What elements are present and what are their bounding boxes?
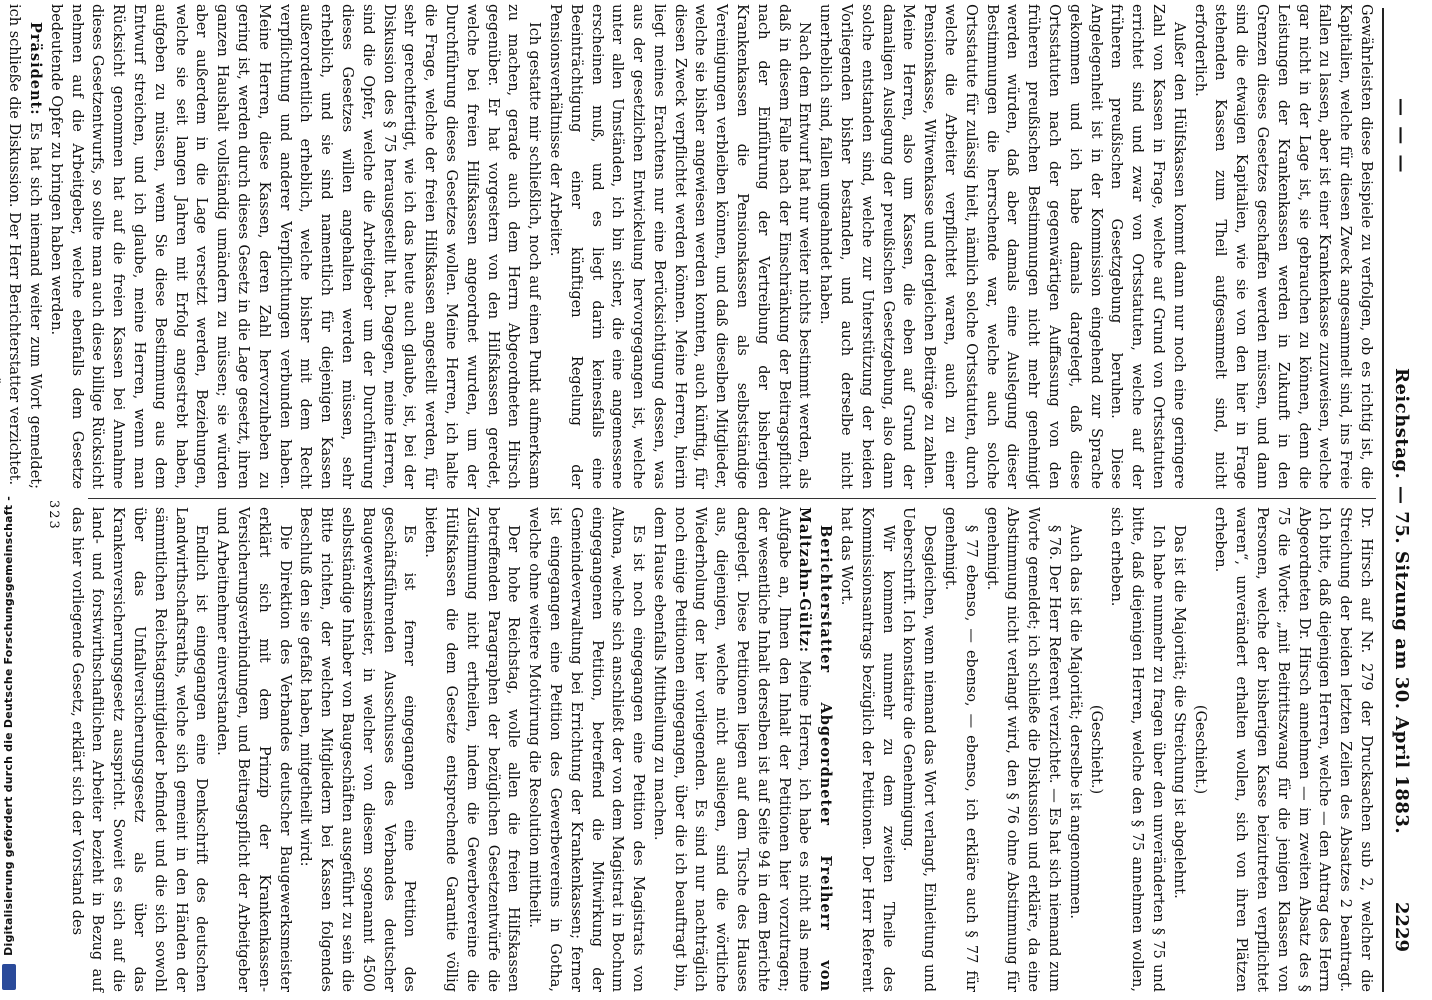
paragraph: Wir kommen nunmehr zu dem zweiten Theile des Kommissionsantrags bezüglich der Petitionen. Der Herr Referent hat das Wort. (838, 507, 896, 992)
paragraph: Außer den Hülfskassen kommt dann nur noch eine geringere Zahl von Kassen in Frage, welche auf Grund von Ortsstatuten errichtet sind und zwar von Ortsstatuten, welche auf der früheren preußischen Gesetzgebung beruhen. Diese Angelegenheit ist in der Kommission eingehend zur Sprache gekommen und ich habe damals dargelegt, daß diese Ortsstatuten nach der gegenwärtigen Auffassung von den früheren preußischen Bestimmungen nicht mehr genehmigt werden würden, daß aber damals eine Auslegung dieser Bestimmungen die herrschende war, welche auch solche Ortsstatute für zulässig hielt, nämlich solche Ortsstatuten, durch welche die Arbeiter verpflichtet waren, auch zu einer Pensionskasse, Witwenkasse und dergleichen Beiträge zu zahlen. Meine Herren, also um Kassen, die eben auf Grund der damaligen Auslegung der preußischen Gesetzgebung, also dann solche entstanden sind, welche zur Unterstützung der beiden Vorliegenden bisher bestanden, und auch derselbe nicht unerheblich sind, fallen ungeahndet haben. (817, 4, 1187, 489)
paragraph: Desgleichen, wenn niemand das Wort verlangt, Einleitung und Ueberschrift. Ich konstatire die Genehmigung. (900, 507, 938, 992)
paragraph (0, 4, 3, 489)
paragraph: Ich habe nunmehr zu fragen über den unveränderten § 75 und bitte, daß diejenigen Herren, welche den § 75 annehmen wollen, sich erheben. (1108, 507, 1167, 992)
speaker-label: Präsident: (27, 22, 44, 116)
page-number: 2229 (1391, 901, 1412, 952)
paragraph: § 77 ebenso, — ebenso, — ebenso, ich erkläre auch § 77 für genehmigt. (942, 507, 979, 992)
paragraph: Das ist die Majorität; die Streichung ist abgelehnt. (1170, 525, 1187, 899)
paragraph: § 76. Der Herr Referent verzichtet. — Es hat sich niemand zum Worte gemeldet; ich schließe die Diskussion und erkläre, da eine Abstimmung nicht verlangt wird, den § 76 ohne Abstimmung für genehmigt. (983, 507, 1063, 992)
dfg-logo-icon (2, 964, 16, 990)
paragraph: Gewährleisten diese Beispiele zu verfolgen, ob es richtig ist, die Kapitalien, welche für diesen Zweck angesammelt sind, ins Freie fallen zu lassen, aber ist einer Krankenkasse zuzuweisen, welche gar nicht in der Lage ist, sie gebrauchen zu können, denn die Leistungen der Krankenkassen werden in Zukunft in den Grenzen dieses Gesetzes geschaffen werden müssen, und dann sind die etwaigen Kapitalien, wie sie von den hier in Frage stehenden Kassen zum Theil aufgesammelt sind, nicht erforderlich. (1191, 4, 1374, 489)
signature-mark: 323 (46, 500, 61, 531)
president-statement (3, 4, 45, 489)
paragraph: Dr. Hirsch auf Nr. 279 der Drucksachen sub 2, welcher die Streichung der beiden letzten Zeilen des Absatzes 2 beantragt. Ich bitte, daß diejenigen Herren, welche — den Antrag des Herrn Abgeordneten Dr. Hirsch annehmen — im zweiten Absatz des § 75 die Worte: „mit Beitrittszwang für die jenigen Klassen von Personen, welche der bisherigen Kasse beizutreten verpflichtet waren“, unverändert erhalten wollen, sich von ihren Plätzen erheben. (1212, 507, 1374, 992)
right-column (68, 507, 1376, 992)
left-column (6, 4, 1376, 489)
heckling: (Geschieht.) (1191, 704, 1208, 795)
column-divider (88, 498, 1376, 499)
paragraph: Es ist noch eingegangen eine Petition des Magistrats von Altona, welche sich anschließt der von dem Magistrat in Bochum eingegangenen Petition, betreffend die Mitwirkung der Gemeindeverwaltung bei Errichtung der Krankenkassen; ferner ist eingegangen eine Petition des Gewerbevereins in Gotha, welche ohne weitere Motivirung die Resolution mittheilt. (526, 507, 647, 992)
speaker-text: Meine Herren, ich habe es nicht als meine Aufgabe an, Ihnen den Inhalt der Petitionen hier vorzutragen; der wesentliche Inhalt derselben ist auf Seite 94 in dem Berichte dargelegt. Diese Petitionen liegen auf dem Tische des Hauses aus, diejenigen, welche nicht ausliegen, sind die wörtliche Wiederholung der hier vorliegenden. Es sind nur nachträglich noch einige Petitionen eingegangen, über die ich beauftragt bin, dem Hause ebenfalls Mittheilung zu machen. (650, 507, 813, 992)
paragraph: Ich gestatte mir schließlich, noch auf einen Punkt aufmerksam zu machen, gerade auch dem Herrn Abgeordneten Hirsch gegenüber. Er hat vorgestern von den Hilfskassen geredet, welche bei freien Hilfskassen angeordnet wurden, um der Durchführung dieses Gesetzes wollen. Meine Herren, ich halte die Frage, welche der freien Hilfskassen angestellt werden, für sehr gerechtfertigt, wie ich das heute auch glaube, ist, bei der Diskussion des § 75 herausgestellt hat. Dagegen, meine Herren, sind die Opfer, welche die Arbeitgeber um der Durchführung dieses Gesetzes willen angehalten werden müssen, sehr erheblich, und sie sind namentlich für diejenigen Kassen außerordentlich erheblich, welche bisher mit dem Recht verpflichtung und anderer Verpflichtungen verbunden haben. Meine Herren, diese Kassen, deren Zahl hervorzuheben zu gering ist, werden durch dieses Gesetz in die Lage gesetzt, ihren ganzen Haushalt vollständig umändern zu müssen; sie würden aber außerdem in die Lage versetzt werden, Beziehungen, welche sie seit langen Jahren mit Erfolg angestrebt haben, aufgeben zu müssen, wenn Sie diese Bestimmung aus dem Entwurf streichen, und ich glaube, meine Herren, wenn man Rücksicht genommen hat auf die freien Kassen bei Annahme dieses Gesetzentwurfs, so sollte man auch diese billige Rücksicht nehmen auf die Arbeitgeber, welche ebenfalls dem Gesetze bedeutende Opfer zu bringen haben werden. (47, 4, 543, 489)
paragraph: Auch das ist die Majorität; derselbe ist angenommen. (1066, 525, 1083, 919)
funding-footer: Digitalisierung gefördert durch die Deutsche Forschungsgemeinschaft - (2, 496, 15, 956)
heckling: (Geschieht.) (1087, 704, 1104, 795)
reporter-statement (648, 507, 835, 992)
page-header (1382, 8, 1420, 992)
page-title: Reichstag. — 75. Sitzung am 30. April 1883. (1391, 368, 1412, 835)
quoted-resolution: Der hohe Reichstag, wolle allen die freien Hilfskassen betreffenden Paragraphen der bezüglichen Gesetzentwürfe die Zustimmung nicht ertheilen, indem die Gewerbevereine die Hülfskassen die dem Gesetze entsprechende Garantie völlig bieten. (422, 507, 522, 992)
quoted-resolution: Die Direktion des Verbandes deutscher Baugewerksmeister erklärt sich mit dem Prinzip der Krankenkassen-Versicherungsverbindungen, und Beitragspflicht der Arbeitgeber und Arbeitnehmer einverstanden. (214, 507, 293, 992)
paragraph: Endlich ist eingegangen eine Denkschrift des deutschen Landwirthschaftsraths, welche sich gemeint in den Händen der sämmtlichen Reichstagsmitglieder befindet und die sich sowohl über das Unfallversicherungsgesetz als über das Krankenversicherungsgesetz ausspricht. Soweit es sich auf die land- und forstwirthschaftlichen Arbeiter bezieht in Bezug auf das hier vorliegende Gesetz, erklärt sich der Vorstand des (68, 507, 210, 992)
header-mark: — — — (1391, 98, 1412, 175)
paragraph: Nach dem Entwurf hat nur weiter nichts bestimmt werden, als daß in diesem Falle nach der Einschränkung der Beitragspflicht nach der Einführung der Vertreibung der bisherigen Krankenkassen die Pensionskassen als selbstständige Vereinigungen verbleiben können, und daß dieselben Mitglieder, welche sie bisher angewiesen werden konnten, auch künftig, für diesen Zweck verpflichtet werden können. Meine Herren, hierin liegt meines Erachtens nur eine Berücksichtigung dessen, was aus der gesetzlichen Entwickelung hervorgegangen ist, welche unter allen Umständen, ich bin sicher, die eine angemessene erscheinen muß, und es liegt darin keinesfalls eine Beeinträchtigung einer künftigen Regelung der Pensionsverhältnisse der Arbeiter. (546, 4, 813, 489)
speaker-label: Berichterstatter Abgeordneter Freiherr von Maltzahn-Gültz: (796, 507, 835, 992)
paragraph: Es ist ferner eingegangen eine Petition des geschäftsführenden Ausschusses des Verbandes deutscher Baugewerksmeister, in welcher von diesem sogenannt 4500 selbstständige Inhaber von Baugeschäften ausgeführt zu sein die Bitte richten, der welchen Mitgliedern bei Kassen folgendes Beschluß den sie gefaßt haben, mitgetheilt wird: (297, 507, 418, 992)
speaker-text: Es hat sich niemand weiter zum Wort gemeldet; ich schließe die Diskussion. Der Herr Berichterstatter verzichtet. (6, 4, 43, 489)
